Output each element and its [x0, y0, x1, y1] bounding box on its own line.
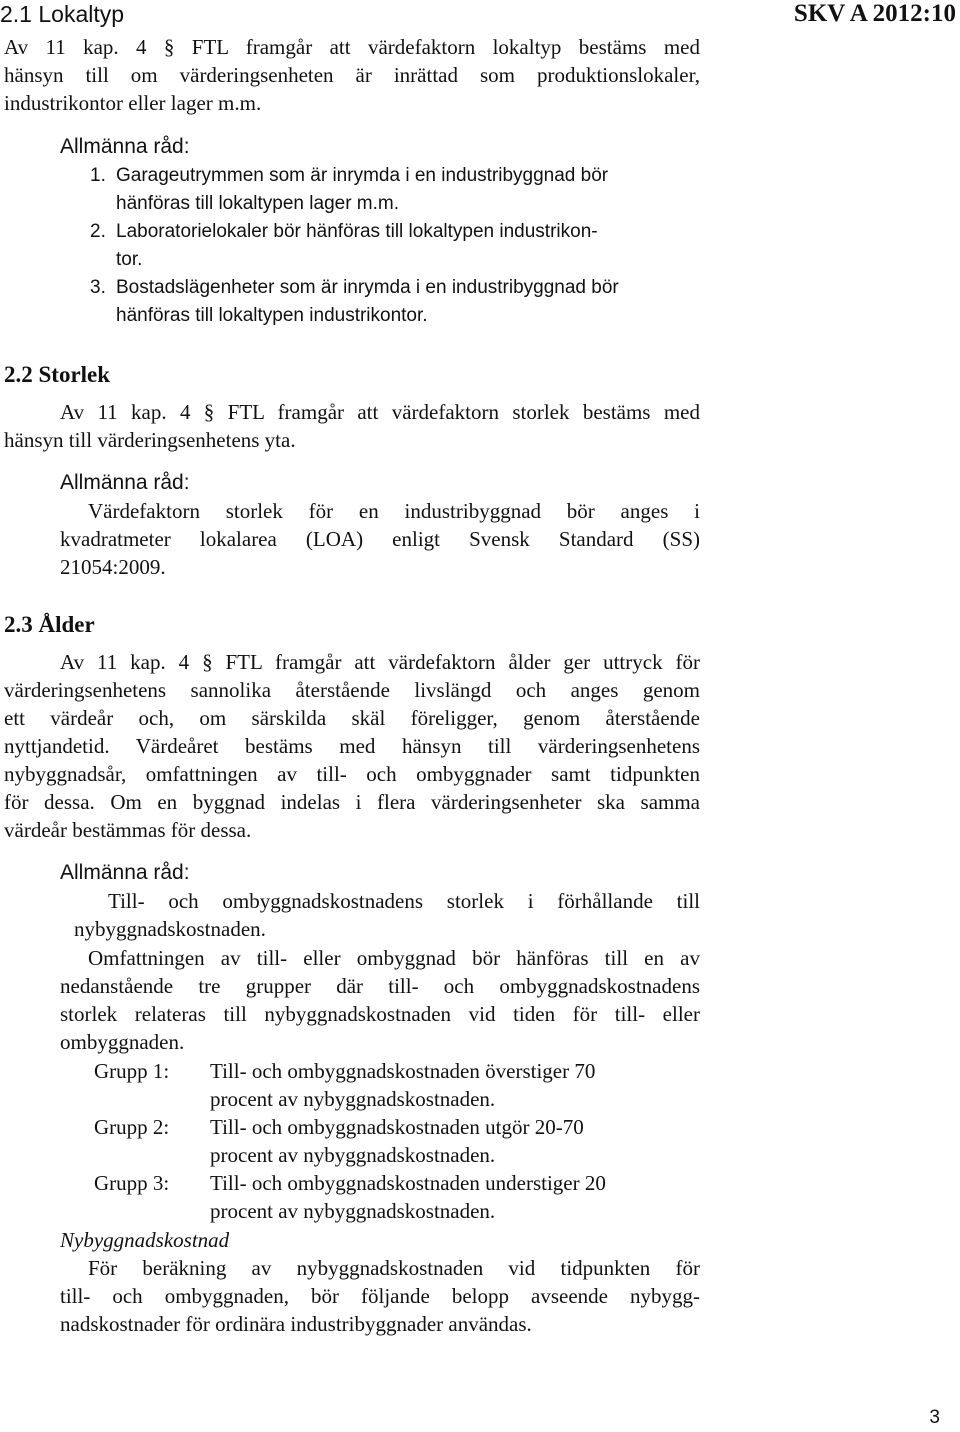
s2-allmanna-rad-label: Allmänna råd: — [60, 471, 190, 494]
group-3-label: Grupp 3: — [94, 1171, 170, 1195]
page-number: 3 — [929, 1407, 940, 1428]
s1-line-1: Av 11 kap. 4 § FTL framgår att värdefaktorn lokaltyp bestäms med — [4, 35, 700, 59]
s3-line-6: för dessa. Om en byggnad indelas i flera värderingsenheter ska samma — [4, 790, 700, 814]
group-3-line-2: procent av nybyggnadskostnaden. — [210, 1199, 496, 1223]
s3-allmanna-rad-label: Allmänna råd: — [60, 861, 190, 884]
s3-line-3: ett värdeår och, om särskilda skäl föreligger, genom återstående — [4, 706, 700, 730]
group-2-line-1: Till- och ombyggnadskostnaden utgör 20-70 — [210, 1115, 584, 1139]
s1-allmanna-rad-label: Allmänna råd: — [60, 135, 190, 158]
s3-p2-line-2: nedanstående tre grupper där till- och ombyggnadskostnadens — [60, 974, 700, 998]
s2-ar-line-1: Värdefaktorn storlek för en industribyggnad bör anges i — [88, 499, 700, 523]
s1-item-1-line-1: Garageutrymmen som är inrymda i en industribyggnad bör — [116, 165, 609, 186]
s3-p3-line-3: nadskostnader för ordinära industribyggnader användas. — [60, 1312, 532, 1336]
s3-line-2: värderingsenhetens sannolika återstående livslängd och anges genom — [4, 678, 700, 702]
s1-line-2: hänsyn till om värderingsenheten är inrättad som produktionslokaler, — [4, 63, 700, 87]
s3-p3-line-1: För beräkning av nybyggnadskostnaden vid tidpunkten för — [88, 1256, 700, 1280]
s3-p2-line-3: storlek relateras till nybyggnadskostnaden vid tiden för till- eller — [60, 1002, 700, 1026]
s1-item-2-line-2: tor. — [116, 249, 143, 270]
document-id: SKV A 2012:10 — [793, 0, 956, 27]
group-1-label: Grupp 1: — [94, 1059, 170, 1083]
s3-line-4: nyttjandetid. Värdeåret bestäms med hänsyn till värderingsenhetens — [4, 734, 700, 758]
s3-line-1: Av 11 kap. 4 § FTL framgår att värdefaktorn ålder ger uttryck för — [60, 650, 700, 674]
s1-item-3-line-1: Bostadslägenheter som är inrymda i en industribyggnad bör — [116, 277, 619, 298]
s1-line-3: industrikontor eller lager m.m. — [4, 91, 262, 115]
group-2-line-2: procent av nybyggnadskostnaden. — [210, 1143, 496, 1167]
s1-item-2-number: 2. — [90, 221, 106, 242]
group-1-line-1: Till- och ombyggnadskostnaden överstiger 70 — [210, 1059, 596, 1083]
sub-heading-nybyggnadskostnad: Nybyggnadskostnad — [60, 1228, 230, 1252]
s3-p3-line-2: till- och ombyggnaden, bör följande belopp avseende nybygg- — [60, 1284, 700, 1308]
s2-line-2: hänsyn till värderingsenhetens yta. — [4, 428, 296, 452]
s3-line-7: värdeår bestämmas för dessa. — [4, 818, 252, 842]
s2-ar-line-2: kvadratmeter lokalarea (LOA) enligt Svensk Standard (SS) — [60, 527, 700, 551]
s1-item-3-line-2: hänföras till lokaltypen industrikontor. — [116, 305, 428, 326]
group-2-label: Grupp 2: — [94, 1115, 170, 1139]
s3-p1-line-2: nybyggnadskostnaden. — [74, 917, 266, 941]
section-heading-alder: 2.3 Ålder — [4, 612, 95, 637]
s3-p2-line-1: Omfattningen av till- eller ombyggnad bör hänföras till en av — [88, 946, 700, 970]
s1-item-2-line-1: Laboratorielokaler bör hänföras till lokaltypen industrikon- — [116, 221, 598, 242]
section-heading-storlek: 2.2 Storlek — [4, 362, 111, 387]
s1-item-1-line-2: hänföras till lokaltypen lager m.m. — [116, 193, 400, 214]
s3-p2-line-4: ombyggnaden. — [60, 1030, 185, 1054]
group-3-line-1: Till- och ombyggnadskostnaden understiger 20 — [210, 1171, 606, 1195]
s1-item-3-number: 3. — [90, 277, 106, 298]
section-heading-lokaltyp: 2.1 Lokaltyp — [0, 1, 125, 27]
s3-line-5: nybyggnadsår, omfattningen av till- och ombyggnader samt tidpunkten — [4, 762, 700, 786]
s3-p1-line-1: Till- och ombyggnadskostnadens storlek i förhållande till — [108, 889, 700, 913]
s2-ar-line-3: 21054:2009. — [60, 555, 166, 579]
group-1-line-2: procent av nybyggnadskostnaden. — [210, 1087, 496, 1111]
s2-line-1: Av 11 kap. 4 § FTL framgår att värdefaktorn storlek bestäms med — [60, 400, 700, 424]
s1-item-1-number: 1. — [90, 165, 106, 186]
